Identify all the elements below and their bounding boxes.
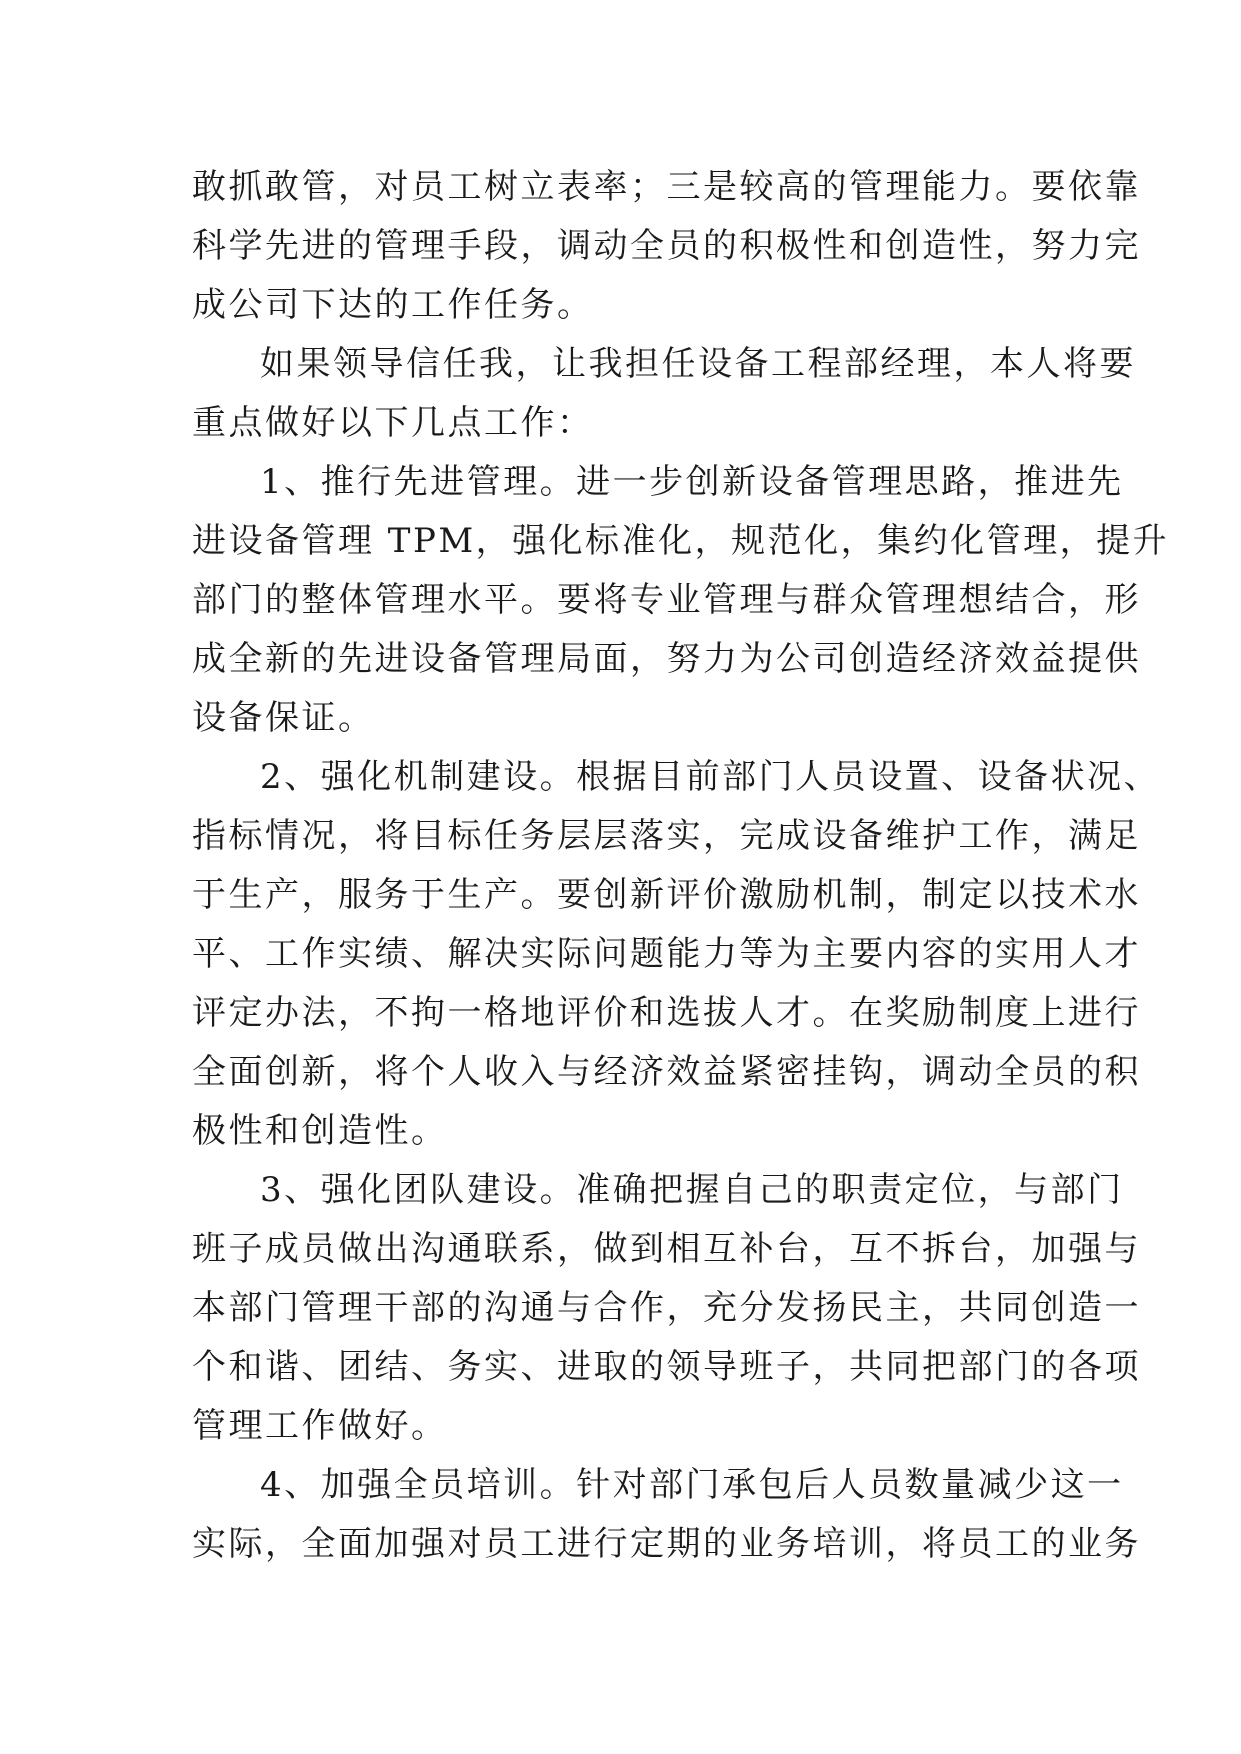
text-line: 管理工作做好。 [192,1406,448,1446]
paragraph [192,1456,1141,1574]
text-line: 全面创新，将个人收入与经济效益紧密挂钩，调动全员的积 [192,1052,1141,1092]
text-line: 3、强化团队建设。准确把握自己的职责定位，与部门 [260,1170,1124,1210]
text-line: 个和谐、团结、务实、进取的领导班子，共同把部门的各项 [192,1347,1141,1387]
text-line: 科学先进的管理手段，调动全员的积极性和创造性，努力完 [192,226,1141,266]
text-line: 1、推行先进管理。进一步创新设备管理思路，推进先 [260,462,1124,502]
text-line: 如果领导信任我，让我担任设备工程部经理，本人将要 [260,344,1136,384]
text-line: 设备保证。 [192,698,375,738]
text-line: 班子成员做出沟通联系，做到相互补台，互不拆台，加强与 [192,1229,1141,1269]
text-line: 平、工作实绩、解决实际问题能力等为主要内容的实用人才 [192,934,1141,974]
text-line: 敢抓敢管，对员工树立表率；三是较高的管理能力。要依靠 [192,167,1141,207]
text-line: 于生产，服务于生产。要创新评价激励机制，制定以技术水 [192,875,1141,915]
paragraph [192,453,1170,748]
text-line: 4、加强全员培训。针对部门承包后人员数量减少这一 [260,1465,1124,1505]
text-line: 实际，全面加强对员工进行定期的业务培训，将员工的业务 [192,1524,1141,1564]
text-line: 进设备管理 TPM，强化标准化，规范化，集约化管理，提升 [192,521,1170,561]
text-line: 成公司下达的工作任务。 [192,285,594,325]
paragraph [192,158,1141,335]
text-line: 重点做好以下几点工作： [192,403,594,443]
paragraph [192,335,1136,453]
paragraph [192,748,1161,1161]
text-line: 极性和创造性。 [192,1111,448,1151]
text-line: 指标情况，将目标任务层层落实，完成设备维护工作，满足 [192,816,1141,856]
paragraph [192,1161,1141,1456]
text-line: 评定办法，不拘一格地评价和选拔人才。在奖励制度上进行 [192,993,1141,1033]
text-line: 部门的整体管理水平。要将专业管理与群众管理想结合，形 [192,580,1141,620]
text-line: 本部门管理干部的沟通与合作，充分发扬民主，共同创造一 [192,1288,1141,1328]
body-text [192,158,1170,1574]
text-line: 成全新的先进设备管理局面，努力为公司创造经济效益提供 [192,639,1141,679]
text-line: 2、强化机制建设。根据目前部门人员设置、设备状况、 [260,757,1161,797]
